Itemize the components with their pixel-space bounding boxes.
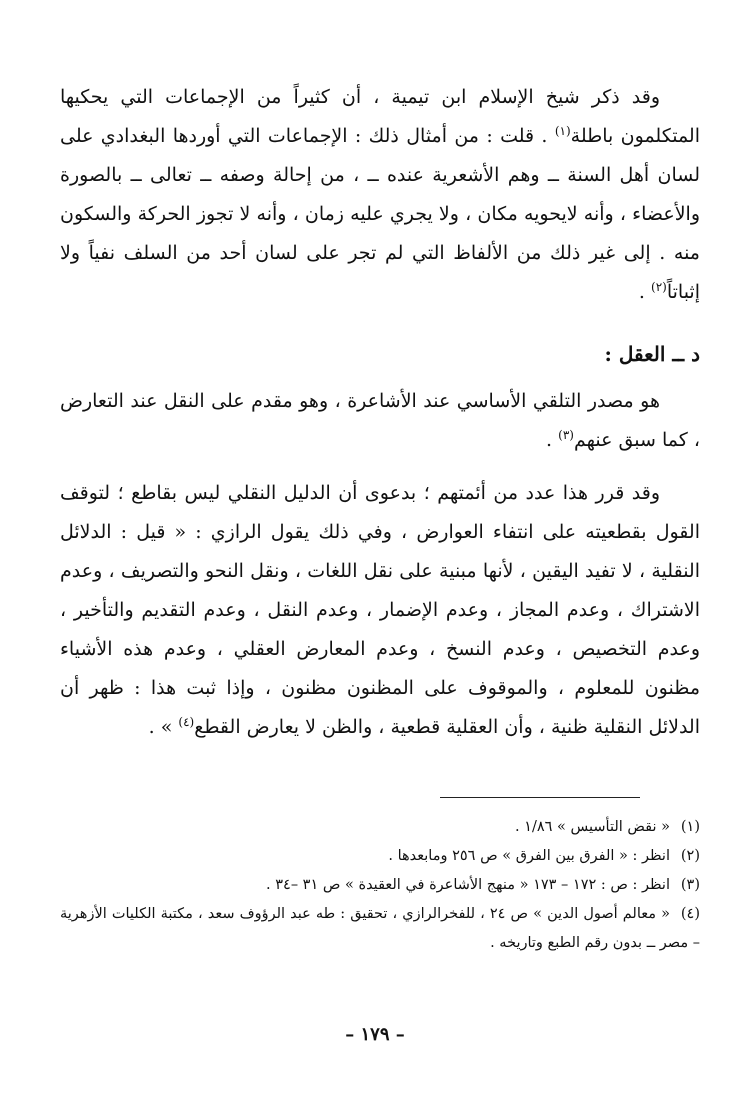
footnote-text: « معالم أصول الدين » ص ٢٤ ، للفخرالرازي ، تحقيق : طه عبد الرؤوف سعد ، مكتبة الكليات الأزهرية – مصر ــ بدون رقم الطبع وتاريخه . — [60, 906, 700, 951]
footnotes-list — [60, 813, 700, 958]
paragraph-aql-definition-text: هو مصدر التلقي الأساسي عند الأشاعرة ، وهو مقدم على النقل عند التعارض ، كما سبق عنهم$^{(٣)}$ . — [60, 390, 700, 451]
footnote-number: (٣) — [680, 877, 700, 893]
footnote-item — [60, 900, 700, 958]
paragraph-razi-quote-text: وقد قرر هذا عدد من أئمتهم ؛ بدعوى أن الدليل النقلي ليس بقاطع ؛ لتوقف القول بقطعيته على انتفاء العوارض ، وفي ذلك يقول الرازي : « قيل : الدلائل النقلية ، لا تفيد اليقين ، لأنها مبنية على نقل اللغات ، ونقل النحو والتصريف ، وعدم الاشتراك ، وعدم المجاز ، وعدم الإضمار ، وعدم النقل ، وعدم التقديم والتأخير ، وعدم التخصيص ، وعدم النسخ ، وعدم المعارض العقلي ، وعدم هذه الأشياء مظنون للمعلوم ، والموقوف على المظنون مظنون ، وإذا ثبت هذا : ظهر أن الدلائل النقلية ظنية ، وأن العقلية قطعية ، والظن لا يعارض القطع$^{(٤)}$ » . — [60, 482, 700, 738]
footnote-item — [60, 813, 700, 842]
footnote-number: (٤) — [680, 906, 700, 922]
paragraph-ijma — [60, 78, 700, 312]
footnote-item — [60, 871, 700, 900]
paragraph-ijma-text: وقد ذكر شيخ الإسلام ابن تيمية ، أن كثيراً من الإجماعات التي يحكيها المتكلمون باطلة$^{(١)}$ . قلت : من أمثال ذلك : الإجماعات التي أوردها البغدادي على لسان أهل السنة ــ وهم الأشعرية عنده ــ ، من إحالة وصفه ــ تعالى ــ بالصورة والأعضاء ، وأنه لايحويه مكان ، ولا يجري عليه زمان ، وأنه لا تجوز الحركة والسكون منه . إلى غير ذلك من الألفاظ التي لم تجر على لسان أحد من السلف نفياً ولا إثباتاً$^{(٢)}$ . — [60, 86, 700, 303]
footnote-ref-2: (٢) — [651, 280, 667, 294]
footnote-text: انظر : « الفرق بين الفرق » ص ٢٥٦ ومابعدها . — [388, 848, 670, 864]
paragraph-razi-quote — [60, 474, 700, 747]
footnote-ref-4: (٤) — [178, 715, 195, 729]
footnote-text: انظر : ص : ١٧٢ – ١٧٣ « منهج الأشاعرة في العقيدة » ص ٣١ –٣٤ . — [266, 877, 670, 893]
footnote-number: (١) — [680, 819, 700, 835]
footnote-number: (٢) — [680, 848, 700, 864]
footnote-ref-1: (١) — [554, 124, 571, 138]
page-number: – ١٧٩ – — [345, 1024, 405, 1045]
paragraph-aql-definition — [60, 382, 700, 460]
footnote-text: « نقض التأسيس » ١/٨٦ . — [514, 819, 670, 835]
footnote-ref-3: (٣) — [558, 428, 574, 442]
footnote-item — [60, 842, 700, 871]
section-heading-aql: د ــ العقل : — [604, 342, 700, 366]
footnote-divider — [440, 797, 640, 798]
